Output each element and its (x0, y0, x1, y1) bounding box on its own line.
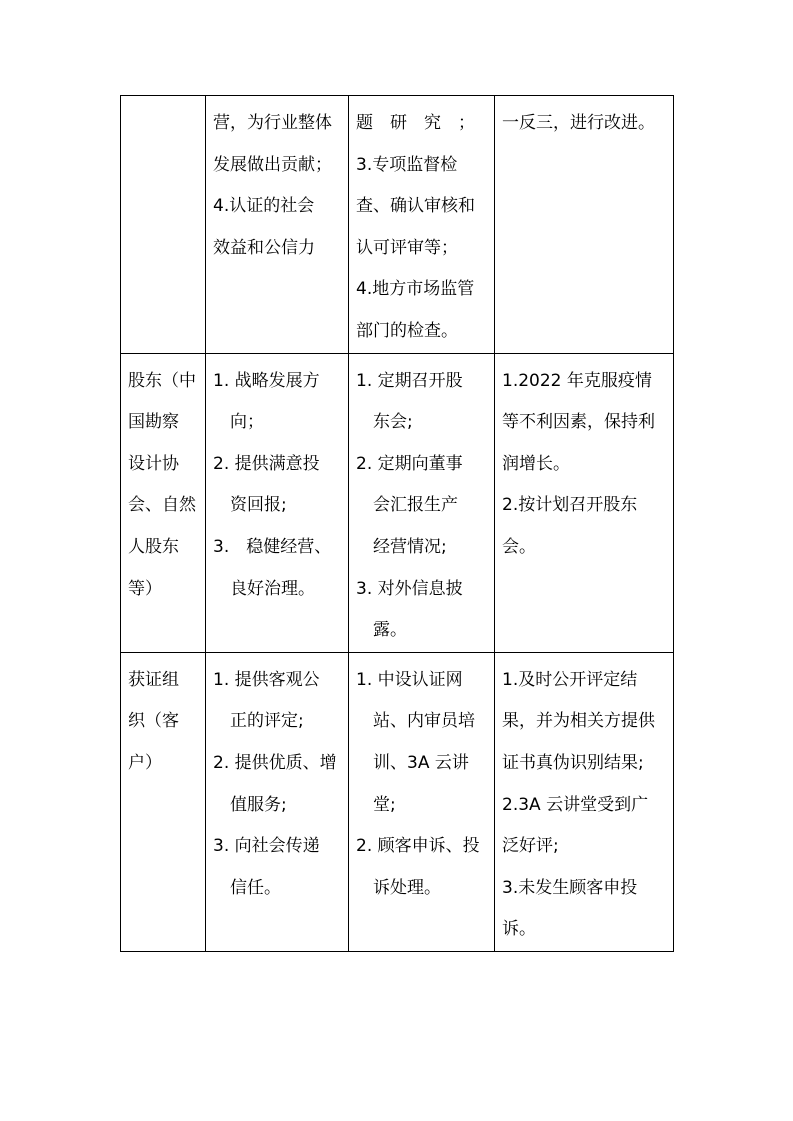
cell-line: 2. 顾客申诉、投 (356, 836, 480, 857)
cell-line: 3. 对外信息披 (356, 578, 463, 599)
cell-line: 1. 定期召开股 (356, 370, 463, 391)
cell-line: 认可评审等； (356, 237, 458, 258)
cell-line: 人股东 (128, 536, 179, 557)
cell-line: 正的评定; (213, 711, 304, 732)
cell-line: 营，为行业整体 (213, 113, 332, 133)
cell-line: 4.地方市场监管 (356, 279, 475, 300)
table-cell (206, 96, 349, 354)
cell-line: 题 研 究 ； (356, 113, 475, 133)
cell-line: 等） (128, 578, 162, 599)
cell-line: 2. 提供满意投 (213, 453, 320, 474)
cell-line: 训、3A 云讲 (356, 752, 469, 773)
table-cell (495, 652, 674, 951)
cell-line: 1.2022 年克服疫情 (502, 370, 652, 391)
cell-line: 发展做出贡献； (213, 154, 332, 175)
table-cell (121, 353, 206, 652)
cell-line: 诉处理。 (356, 877, 441, 898)
cell-line: 户） (128, 752, 162, 773)
cell-line: 经营情况; (356, 536, 447, 557)
table-row (121, 96, 674, 354)
cell-line: 1.及时公开评定结 (502, 669, 638, 690)
cell-line: 向； (213, 412, 264, 433)
cell-line: 东会; (356, 412, 413, 433)
cell-line: 获证组 (128, 669, 179, 690)
cell-line: 部门的检查。 (356, 320, 458, 341)
cell-line: 会、自然 (128, 495, 196, 516)
table-row (121, 652, 674, 951)
cell-line: 查、确认审核和 (356, 196, 475, 217)
cell-line: 3.专项监督检 (356, 154, 458, 175)
cell-line: 站、内审员培 (356, 711, 475, 732)
cell-line: 1. 战略发展方 (213, 370, 320, 391)
cell-line: 2.按计划召开股东 (502, 495, 638, 516)
table-body (121, 96, 674, 952)
cell-line: 设计协 (128, 453, 179, 474)
table-cell (349, 652, 495, 951)
cell-line: 一反三，进行改进。 (502, 113, 655, 133)
cell-line: 露。 (356, 620, 407, 641)
table-cell (121, 96, 206, 354)
cell-line: 1. 提供客观公 (213, 669, 320, 690)
cell-line: 果，并为相关方提供 (502, 711, 655, 732)
cell-line: 润增长。 (502, 453, 570, 474)
cell-line: 股东（中 (128, 370, 196, 391)
cell-line: 3.未发生顾客申投 (502, 877, 638, 898)
cell-line: 证书真伪识别结果; (502, 752, 644, 773)
table-cell (206, 353, 349, 652)
cell-line: 等不利因素，保持利 (502, 412, 655, 433)
cell-line: 效益和公信力 (213, 237, 315, 258)
table-cell (206, 652, 349, 951)
cell-line: 良好治理。 (213, 578, 315, 599)
cell-line: 2. 提供优质、增 (213, 752, 337, 773)
table-cell (495, 353, 674, 652)
table-cell (349, 96, 495, 354)
stakeholder-table (120, 95, 674, 952)
cell-line: 3. 向社会传递 (213, 836, 320, 857)
cell-line: 4.认证的社会 (213, 196, 315, 217)
cell-line: 3. 稳健经营、 (213, 536, 332, 557)
cell-line: 会。 (502, 536, 536, 557)
cell-line: 堂; (356, 794, 396, 815)
cell-line: 诉。 (502, 919, 536, 940)
cell-line: 2. 定期向董事 (356, 453, 463, 474)
cell-line: 国勘察 (128, 412, 179, 433)
cell-line: 资回报; (213, 495, 287, 516)
cell-line: 值服务; (213, 794, 287, 815)
table-cell (121, 652, 206, 951)
cell-line: 信任。 (213, 877, 281, 898)
cell-line: 会汇报生产 (356, 495, 458, 516)
cell-line: 1. 中设认证网 (356, 669, 463, 690)
cell-line: 织（客 (128, 711, 179, 732)
table-cell (349, 353, 495, 652)
cell-line: 泛好评; (502, 836, 559, 857)
cell-line: 2.3A 云讲堂受到广 (502, 794, 649, 815)
table-row (121, 353, 674, 652)
table-cell (495, 96, 674, 354)
